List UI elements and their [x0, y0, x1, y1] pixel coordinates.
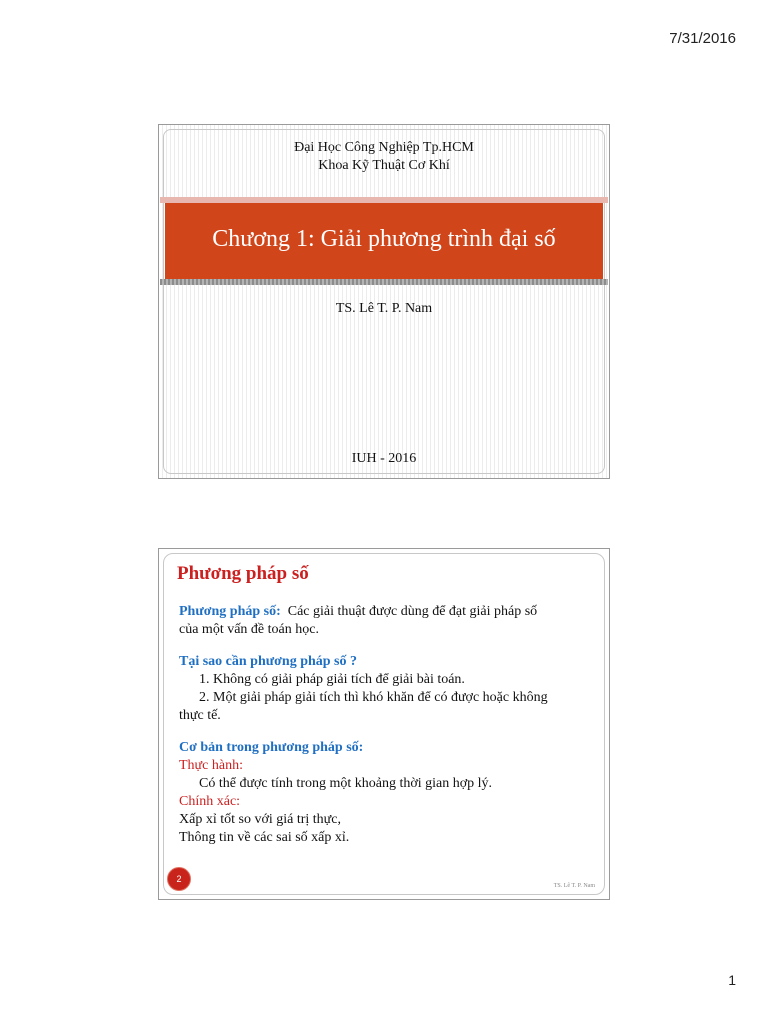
slide-2 — [158, 548, 610, 900]
university-name: Đại Học Công Nghiệp Tp.HCM — [294, 140, 474, 155]
practical-label: Thực hành: — [179, 758, 243, 773]
title-band-bottom — [160, 279, 608, 285]
page-date: 7/31/2016 — [669, 30, 736, 47]
slide-heading: Phương pháp số — [177, 563, 309, 584]
definition-term: Phương pháp số: — [179, 604, 281, 619]
definition-line — [179, 603, 585, 621]
why-item-2-cont: thực tế. — [179, 708, 221, 723]
author-name: TS. Lê T. P. Nam — [335, 301, 433, 316]
slide-footer: IUH - 2016 — [351, 451, 417, 466]
basics-heading: Cơ bản trong phương pháp số: — [179, 740, 364, 755]
accurate-label: Chính xác: — [179, 794, 241, 809]
why-item-1: 1. Không có giải pháp giải tích để giải bài toán. — [199, 672, 465, 687]
slide-title: Chương 1: Giải phương trình đại số — [212, 226, 556, 252]
faculty-name: Khoa Kỹ Thuật Cơ Khí — [318, 158, 450, 173]
slide-1 — [158, 124, 610, 479]
practical-text: Có thể được tính trong một khoảng thời gian hợp lý. — [199, 776, 493, 791]
institution-block — [159, 139, 609, 175]
why-item-2: 2. Một giải pháp giải tích thì khó khăn để có được hoặc không — [199, 690, 548, 705]
why-heading: Tại sao cần phương pháp số ? — [179, 654, 357, 669]
definition-text-cont: của một vấn đề toán học. — [179, 622, 319, 637]
slide-body — [179, 603, 585, 847]
definition-text: Các giải thuật được dùng để đạt giải pháp số — [287, 604, 538, 619]
accurate-text-1: Xấp xỉ tốt so với giá trị thực, — [179, 812, 341, 827]
slide-footer-author: TS. Lê T. P. Nam — [553, 883, 595, 889]
slide-number-badge: 2 — [167, 867, 191, 891]
accurate-text-2: Thông tin về các sai số xấp xỉ. — [179, 830, 350, 845]
page-number: 1 — [728, 972, 736, 988]
